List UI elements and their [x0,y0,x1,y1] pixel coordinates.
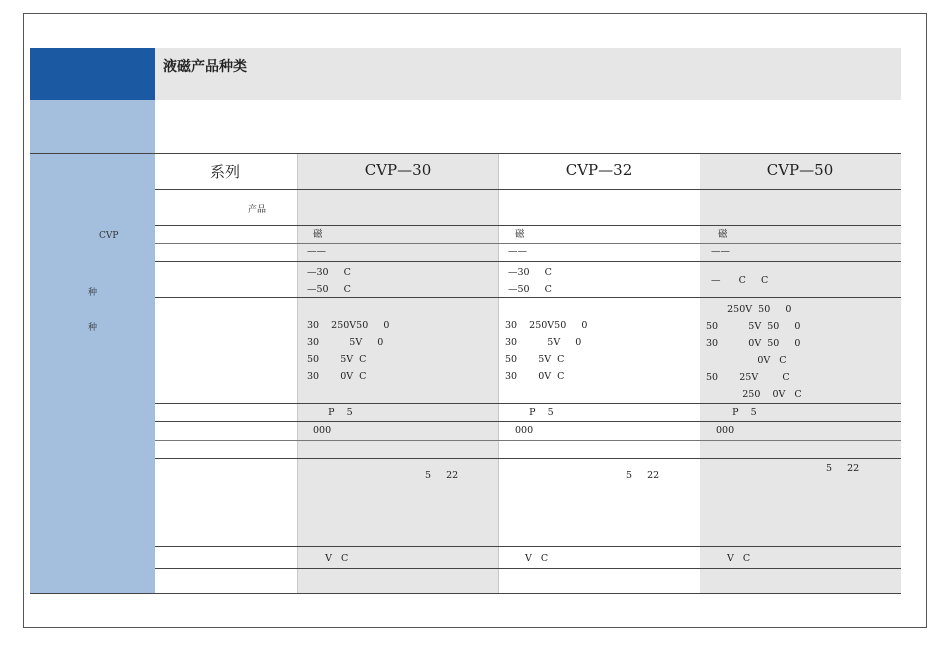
cell: 50 5V C [307,354,367,365]
cell: 5 22 [826,463,860,474]
cell: 磁 [313,229,323,240]
cell: 0V C [706,355,787,366]
cell: — C C [711,275,769,286]
cell: —— [307,246,326,257]
cell: 50 5V C [505,354,565,365]
cell: 000 [313,425,332,436]
row-rule [155,243,901,244]
cell: 5 22 [626,470,660,481]
table-bottom-rule [30,593,901,594]
cell: 250V 50 0 [706,304,792,315]
cell: —30 C [508,267,552,278]
cell: V C [525,553,549,564]
row-rule [155,261,901,262]
table-top-rule [30,153,901,154]
cell: 磁 [718,229,728,240]
row-rule [155,568,901,569]
side-label-2: 种 [88,323,98,333]
cell: 000 [515,425,534,436]
title-bar [155,48,901,100]
cell: —— [711,246,730,257]
cell: V C [727,553,751,564]
row-rule [155,440,901,441]
cell: 30 0V C [505,371,565,382]
column-header-cvp32: CVP—32 [565,161,633,179]
cell: 000 [716,425,735,436]
header-accent-block [30,48,155,100]
cell: —50 C [508,284,552,295]
cell: V C [307,553,349,564]
cell: 250 0V C [706,389,802,400]
cell: 30 5V 0 [505,337,582,348]
cell: 30 5V 0 [307,337,384,348]
row-rule [155,546,901,547]
document-title: 液磁产品种类 [163,59,247,75]
cell: 50 25V C [706,372,790,383]
cell: 50 5V 50 0 [706,321,801,332]
series-header: 系列 [209,163,240,181]
side-label-1: 种 [88,288,98,298]
cell: 30 250V50 0 [505,320,588,331]
row-rule [155,458,901,459]
row-rule [155,225,901,226]
column-header-cvp50: CVP—50 [766,161,834,179]
side-label-cvp: CVP [99,231,119,241]
cell: —30 C [307,267,351,278]
column-divider [498,153,499,593]
cell: 5 22 [425,470,459,481]
cell: 30 250V50 0 [307,320,390,331]
column-header-cvp30: CVP—30 [364,161,432,179]
row-label-product: 产品 [247,205,266,215]
cell: 30 0V C [307,371,367,382]
cell: —50 C [307,284,351,295]
row-rule [155,189,901,190]
cell: P 5 [711,407,757,418]
cell: P 5 [307,407,353,418]
cell: —— [508,246,527,257]
column-divider [297,153,298,593]
cell: P 5 [508,407,554,418]
cell: 30 0V 50 0 [706,338,801,349]
cell: 磁 [515,229,525,240]
